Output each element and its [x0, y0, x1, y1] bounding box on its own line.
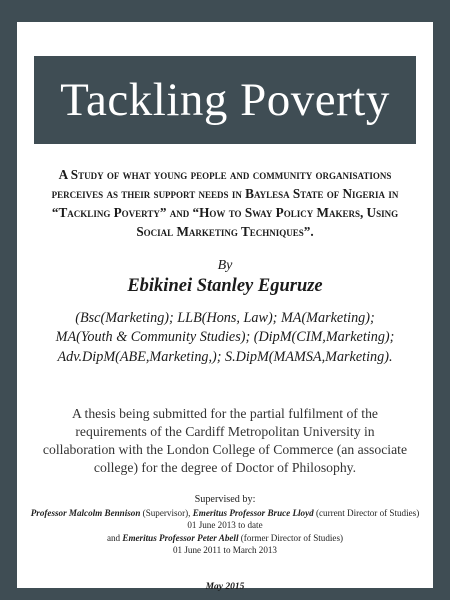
- supervision-dates: 01 June 2013 to date: [187, 520, 263, 530]
- by-label: By: [217, 258, 233, 273]
- supervision-dates: 01 June 2011 to March 2013: [173, 545, 277, 555]
- title-banner: [34, 56, 416, 144]
- credentials-line: MA(Youth & Community Studies); (DipM(CIM,Marketing);: [55, 329, 395, 346]
- supervision-block: [19, 494, 431, 557]
- supervisor-role: (Supervisor),: [140, 507, 193, 518]
- thesis-statement: A thesis being submitted for the partial fulfilment of the requirements of the Cardiff Metropolitan University in collaboration with the London College of Commerce (an associate college) for the degree of Doctor of Philosophy.: [42, 406, 408, 475]
- supervisor-name: Emeritus Professor Peter Abell: [122, 532, 239, 543]
- supervision-heading: Supervised by:: [194, 494, 256, 505]
- submission-date: May 2015: [205, 582, 245, 592]
- supervisor-role: (former Director of Studies): [238, 532, 344, 543]
- supervisor-name: Professor Malcolm Bennison: [30, 507, 141, 518]
- author-name: Ebikinei Stanley Eguruze: [127, 276, 323, 296]
- supervisors-line: [19, 507, 431, 520]
- supervisor-role: (current Director of Studies): [313, 507, 420, 518]
- supervisor-name: Emeritus Professor Bruce Lloyd: [192, 507, 314, 518]
- credentials-line: Adv.DipM(ABE,Marketing,); S.DipM(MAMSA,Marketing).: [57, 348, 393, 365]
- former-supervisor-line: [19, 532, 431, 545]
- document-subtitle: A Study of what young people and community organisations perceives as their support needs in Baylesa State of Nigeria in “Tackling Poverty” and “How to Sway Policy Makers, Using Social Marketing Techniques”.: [51, 167, 399, 239]
- and-word: and: [106, 532, 123, 543]
- title-page: [17, 22, 433, 592]
- author-credentials: [35, 309, 415, 367]
- credentials-line: (Bsc(Marketing); LLB(Hons, Law); MA(Marketing);: [75, 310, 375, 326]
- document-title: Tackling Poverty: [60, 74, 390, 126]
